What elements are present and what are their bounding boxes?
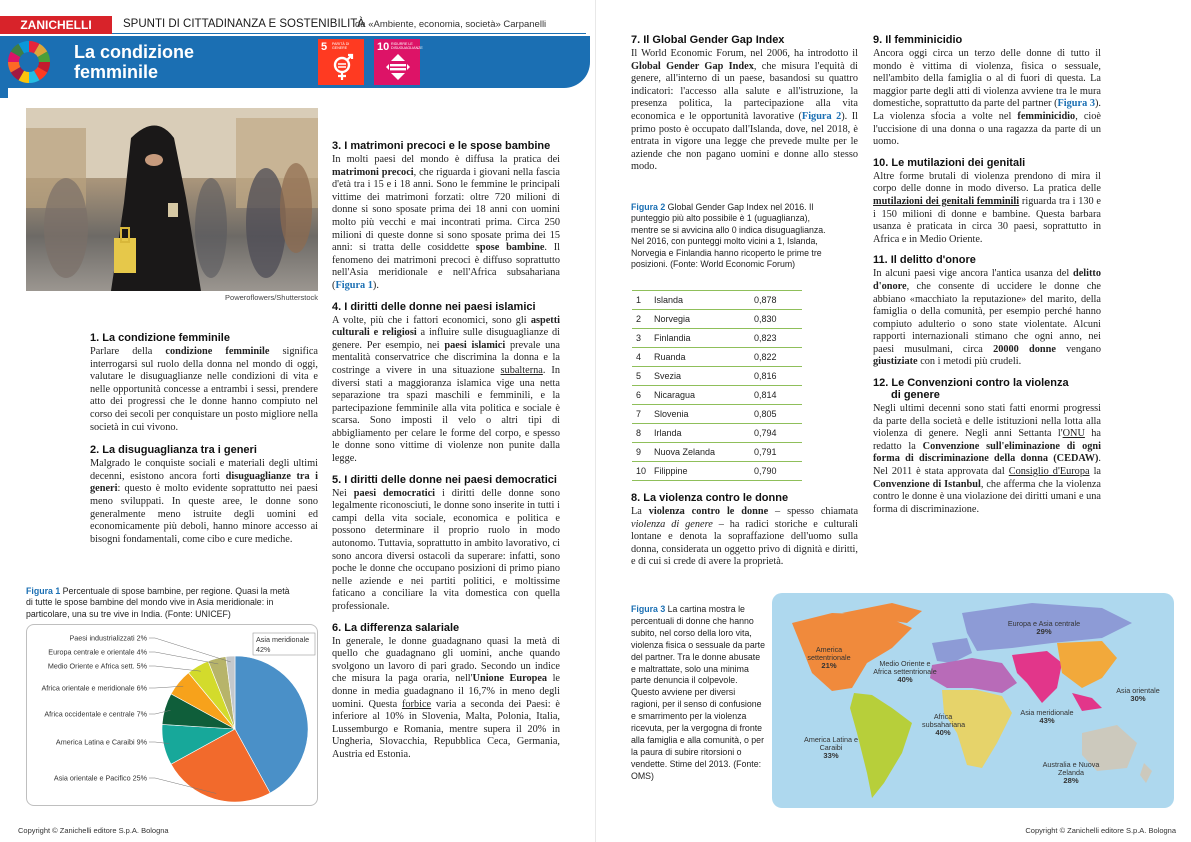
figure-3-map bbox=[772, 593, 1174, 808]
figure-1-label: Figura 1 bbox=[26, 586, 61, 596]
section-7-body: Il World Economic Forum, nel 2006, ha introdotto il Global Gender Gap Index, che misura l'equità di genere, all'interno di un paese, basandosi su quattro indicatori: l'accesso alla salute e all'istruzione, la presenza politica, la partecipazione alla vita economica e le opportunità lavorative (Figura 2). Il primo posto è occupato dall'Islanda, dove, nel 2018, è entrata in vigore una legge che prevede multe per le aziende che non pagano uomini e donne allo stesso modo. bbox=[631, 48, 858, 173]
rank-cell: 1 bbox=[632, 291, 650, 310]
table-row bbox=[632, 462, 802, 481]
rank-cell: 8 bbox=[632, 424, 650, 443]
pie-label: Paesi industrializzati 2% bbox=[69, 633, 147, 643]
score-cell: 0,816 bbox=[750, 367, 802, 386]
rank-cell: 3 bbox=[632, 329, 650, 348]
country-cell: Nuova Zelanda bbox=[650, 443, 750, 462]
table-row bbox=[632, 424, 802, 443]
section-10-title: 10. Le mutilazioni dei genitali bbox=[873, 156, 1026, 169]
map-label-north-america: America settentrionale 21% bbox=[807, 645, 851, 670]
map-label-latin-america: America Latina e Caraibi 33% bbox=[804, 735, 858, 760]
table-row bbox=[632, 348, 802, 367]
country-cell: Svezia bbox=[650, 367, 750, 386]
section-4-body: A volte, più che i fattori economici, sono gli aspetti culturali e religiosi a influire sulle disuguaglianze di genere. Per esempio, nei paesi islamici prevale una mentalità conservatrice che discrimina la donna e la costringe a vivere in una situazione subalterna. In diversi stati a maggioranza islamica vige una netta separazione tra spazi maschili e femminili, e la partecipazione femminile alla vita politica e sociale è scarsa. Sono imposti il velo o altri tipi di abbigliamento per celare le forme del corpo, e spesso le donne sono vittime di violenze non punite dalla legge. bbox=[332, 314, 561, 465]
section-3-body: In molti paesi del mondo è diffusa la pratica dei matrimoni precoci, che riguarda i giovani nella fascia d'età tra i 15 e i 18 anni. Sono le femmine le principali vittime dei matrimoni forzati: oltre 720 milioni di donne si sono sposate prima dei 18 anni con uomini molto più vecchi e mai incontrati prima. Circa 250 milioni di queste donne si sono sposate prima dei 15 anni: si tratta delle cosiddette spose bambine. Il fenomeno dei matrimoni precoci è diffuso soprattutto nell'Asia meridionale e nell'Africa subsahariana (Figura 1). bbox=[332, 154, 560, 291]
map-label-australia: Australia e Nuova Zelanda 28% bbox=[1042, 760, 1100, 785]
section-12-body: Negli ultimi decenni sono stati fatti enormi progressi da parte della società e delle istituzioni nella lotta alla violenza di genere. Negli anni Settanta l'ONU ha redatto la Convenzione sull'eliminazione di ogni forma di discriminazione della donna (CEDAW). Nel 2011 è stata approvata dal Consiglio d'Europa la Convenzione di Istanbul, che afferma che la violenza contro le donne è una violazione dei diritti umani e una forma di discriminazione. bbox=[873, 403, 1102, 515]
sdg-wheel-icon bbox=[6, 39, 52, 85]
figure-1-chart-box bbox=[26, 624, 318, 806]
region-new-zealand bbox=[1140, 763, 1152, 783]
score-cell: 0,822 bbox=[750, 348, 802, 367]
sdg5-number: 5 bbox=[321, 41, 328, 53]
table-row bbox=[632, 443, 802, 462]
pie-label: Asia orientale e Pacifico 25% bbox=[53, 773, 147, 783]
title-band-left-stripe bbox=[0, 88, 8, 98]
score-cell: 0,830 bbox=[750, 310, 802, 329]
sdg5-label: PARITÀ DI GENERE bbox=[332, 42, 350, 50]
pie-leader-line bbox=[149, 666, 201, 671]
section-1-title: 1. La condizione femminile bbox=[90, 332, 230, 344]
gender-equality-icon bbox=[329, 52, 355, 82]
rank-cell: 6 bbox=[632, 386, 650, 405]
pie-label: Africa orientale e meridionale 6% bbox=[41, 683, 147, 693]
country-cell: Slovenia bbox=[650, 405, 750, 424]
region-east-asia bbox=[1057, 641, 1117, 688]
sdg10-label: RIDURRE LE DISUGUAGLIANZE bbox=[391, 42, 423, 50]
country-cell: Filippine bbox=[650, 462, 750, 481]
section-9-title: 9. Il femminicidio bbox=[873, 34, 963, 46]
middle-column bbox=[332, 140, 560, 762]
figure-2-table-wrap bbox=[632, 290, 802, 481]
rank-cell: 2 bbox=[632, 310, 650, 329]
map-label-subsaharan-africa: Africa subsahariana 40% bbox=[922, 712, 966, 737]
table-row bbox=[632, 310, 802, 329]
rank-cell: 10 bbox=[632, 462, 650, 481]
section-6-title: 6. La differenza salariale bbox=[332, 621, 460, 634]
country-cell: Norvegia bbox=[650, 310, 750, 329]
score-cell: 0,791 bbox=[750, 443, 802, 462]
section-11-body: In alcuni paesi vige ancora l'antica usanza del delitto d'onore, che consente di uccidere le donne che abbiano «macchiato la reputazione» del marito, della famiglia o della comunità, per esempio perché hanno compiuto adulterio o sono state violentate. Alcuni rapporti internazionali stimano che ogni anno, nei paesi musulmani, circa 20000 donne vengano giustiziate con i metodi più crudeli. bbox=[873, 268, 1101, 368]
section-7-title: 7. Il Global Gender Gap Index bbox=[631, 34, 785, 46]
score-cell: 0,790 bbox=[750, 462, 802, 481]
country-cell: Nicaragua bbox=[650, 386, 750, 405]
table-row bbox=[632, 405, 802, 424]
photo-credit: Poweroflowers/Shutterstock bbox=[225, 293, 318, 302]
section-5-body: Nei paesi democratici i diritti delle donne sono legalmente riconosciuti, le donne sono inserite in tutti i campi della vita sociale, economica e politica e possono determinare il proprio ruolo in modo autonomo. Tuttavia, soprattutto in ambito lavorativo, ci sono ancora diversi ostacoli da superare: infatti, sono poche le donne che occupano posizioni di primo piano nelle aziende e nei partiti politici, e moltissime faticano a conciliare la vita domestica con quella professionale. bbox=[332, 487, 560, 612]
figure-1-pie-chart bbox=[27, 625, 319, 807]
figure-2-label: Figura 2 bbox=[631, 202, 666, 212]
section-3-title: 3. I matrimoni precoci e le spose bambine bbox=[332, 140, 551, 152]
rank-cell: 7 bbox=[632, 405, 650, 424]
section-10-body: Altre forme brutali di violenza prendono di mira il corpo delle donne in modo diverso. La pratica delle mutilazioni dei genitali femminili riguarda tra i 130 e i 150 milioni di donne e bambine. Questa barbara usanza è praticata in circa 30 paesi, soprattutto in Africa e in Medio Oriente. bbox=[873, 170, 1101, 245]
section-8-title: 8. La violenza contro le donne bbox=[631, 492, 789, 504]
map-label-europe-central-asia: Europa e Asia centrale 29% bbox=[1007, 619, 1081, 636]
figure-2-table bbox=[632, 290, 802, 481]
right-column-1 bbox=[631, 34, 858, 174]
figure-3-caption: Figura 3 La cartina mostra le percentuali di donne che hanno subito, nel corso della loro vita, violenza fisica o sessuale da parte del partner. Tra le donne abusate e maltrattate, solo una minima parte denuncia il colpevole. Questo avviene per diversi ragioni, per il senso di confusione e smarrimento per la violenza ricevuta, per la vergogna di fronte alla famiglia e alla comunità, o per la paura di subire ritorsioni o vendette. Stime del 2013. (Fonte: OMS) bbox=[631, 604, 765, 781]
score-cell: 0,805 bbox=[750, 405, 802, 424]
score-cell: 0,823 bbox=[750, 329, 802, 348]
pie-label: America Latina e Caraibi 9% bbox=[55, 737, 147, 747]
pie-label: Medio Oriente e Africa sett. 5% bbox=[47, 661, 147, 671]
table-row bbox=[632, 329, 802, 348]
region-mena bbox=[930, 658, 1017, 693]
country-cell: Ruanda bbox=[650, 348, 750, 367]
region-latin-america bbox=[850, 693, 912, 798]
rank-cell: 9 bbox=[632, 443, 650, 462]
pie-leader-line bbox=[149, 652, 218, 664]
right-column-2 bbox=[873, 34, 1101, 516]
section-6-body: In generale, le donne guadagnano quasi la metà di quello che guadagnano gli uomini, anche quando svolgono un lavoro di pari grado. Secondo un indice che misura la paga oraria, nell'Unione Europea le donne in media guadagnano il 16,7% in meno degli uomini. Questa forbice varia a seconda dei Paesi: è inferiore al 10% in Slovenia, Malta, Polonia, Italia, Lussemburgo e Romania, mentre supera il 20% in Ungheria, Slovacchia, Repubblica Ceca, Germania, Austria ed Estonia. bbox=[332, 635, 561, 760]
brand-logo: ZANICHELLI bbox=[0, 16, 112, 34]
series-source: da «Ambiente, economia, società» Carpanelli bbox=[355, 19, 547, 30]
section-12-title: 12. Le Convenzioni contro la violenza di genere bbox=[873, 377, 1069, 402]
section-2-body: Malgrado le conquiste sociali e materiali degli ultimi decenni, esistono ancora forti disuguaglianze tra i generi: questo è molto evidente soprattutto nei paesi meno sviluppati. In queste aree, le donne sono generalmente meno istruite degli uomini ed economicamente più deboli, hanno minore accesso ai bisogni fondamentali, come cibo e cure mediche. bbox=[90, 458, 318, 545]
section-11-title: 11. Il delitto d'onore bbox=[873, 254, 976, 267]
country-cell: Irlanda bbox=[650, 424, 750, 443]
figure-3-label: Figura 3 bbox=[631, 604, 666, 614]
figure-1-caption: Figura 1 Percentuale di spose bambine, per regione. Quasi la metà di tutte le spose bambine del mondo vive in Asia meridionale: in particolare, una su tre vive in India. (Fonte: UNICEF) bbox=[26, 586, 290, 619]
page-title: La condizione femminile bbox=[74, 42, 195, 82]
section-1 bbox=[90, 324, 318, 546]
pie-label: Europa centrale e orientale 4% bbox=[48, 647, 147, 657]
region-south-asia bbox=[1012, 651, 1062, 703]
table-row bbox=[632, 291, 802, 310]
section-2-title: 2. La disuguaglianza tra i generi bbox=[90, 444, 257, 457]
page-gutter bbox=[595, 0, 596, 842]
country-cell: Finlandia bbox=[650, 329, 750, 348]
score-cell: 0,878 bbox=[750, 291, 802, 310]
footer-right: Copyright © Zanichelli editore S.p.A. Bologna bbox=[1025, 826, 1176, 835]
series-title: SPUNTI DI CITTADINANZA E SOSTENIBILITÀ bbox=[123, 18, 365, 30]
street-photo-illustration bbox=[26, 108, 318, 291]
score-cell: 0,814 bbox=[750, 386, 802, 405]
header-bar bbox=[0, 16, 586, 34]
figure-3-ref[interactable]: Figura 3 bbox=[1057, 98, 1095, 110]
country-cell: Islanda bbox=[650, 291, 750, 310]
sdg10-badge bbox=[374, 39, 423, 85]
footer-left: Copyright © Zanichelli editore S.p.A. Bologna bbox=[18, 826, 169, 835]
score-cell: 0,794 bbox=[750, 424, 802, 443]
sdg5-badge bbox=[318, 39, 364, 85]
map-label-east-asia: Asia orientale 30% bbox=[1116, 686, 1160, 703]
pie-label bbox=[253, 633, 315, 655]
pie-label-text: Asia meridionale bbox=[256, 635, 310, 644]
figure-2-ref[interactable]: Figura 2 bbox=[801, 110, 842, 122]
title-band bbox=[0, 36, 590, 88]
section-4-title: 4. I diritti delle donne nei paesi islamici bbox=[332, 300, 536, 313]
table-row bbox=[632, 386, 802, 405]
map-label-mena: Medio Oriente e Africa settentrionale 40% bbox=[873, 659, 937, 684]
map-label-south-asia: Asia meridionale 43% bbox=[1020, 708, 1074, 725]
reduced-inequality-icon bbox=[385, 53, 411, 81]
rank-cell: 4 bbox=[632, 348, 650, 367]
pie-label: Africa occidentale e centrale 7% bbox=[44, 709, 147, 719]
section-9-body: Ancora oggi circa un terzo delle donne di tutto il mondo è vittima di violenza, fisica o sessuale, nell'ambito della famiglia o al di fuori di questa. La maggior parte degli atti di violenza avviene tra le mura domestiche, soprattutto da parte del partner (Figura 3). La violenza sfocia a volte nel femminicidio, cioè l'uccisione di una donna o una ragazza da parte di un uomo. bbox=[873, 48, 1101, 148]
figure-1-ref[interactable]: Figura 1 bbox=[335, 279, 373, 291]
street-photo bbox=[26, 108, 318, 291]
section-8 bbox=[631, 492, 858, 569]
figure-2-caption: Figura 2 Global Gender Gap Index nel 2016. Il punteggio più alto possibile è 1 (uguaglianza), mentre se si avvicina allo 0 indica disuguaglianza. Nel 2016, con punteggi molto vicini a 1, Islanda, Norvegia e Finlandia hanno ricoperto le prime tre posizioni. (Fonte: World Economic Forum) bbox=[631, 202, 826, 270]
sdg10-number: 10 bbox=[377, 41, 390, 53]
rank-cell: 5 bbox=[632, 367, 650, 386]
section-8-body: La violenza contro le donne – spesso chiamata violenza di genere – ha radici storiche e culturali lontane e denota la sopraffazione dell'uomo sulla donna, considerata un oggetto privo di dignità e diritti, e di cui si crede di avere la proprietà. bbox=[631, 506, 859, 568]
section-5-title: 5. I diritti delle donne nei paesi democratici bbox=[332, 473, 557, 486]
pie-label-text: 42% bbox=[256, 645, 271, 654]
section-1-body: Parlare della condizione femminile significa interrogarsi sul ruolo della donna nel mondo di oggi, valutare le disuguaglianze nelle condizioni di vita e nelle opportunità concesse a entrambi i sessi, prendere atto dei progressi che le donne hanno compiuto nel corso dei secoli per conquistare un posto migliore nella società in cui vivono. bbox=[90, 346, 318, 433]
table-row bbox=[632, 367, 802, 386]
